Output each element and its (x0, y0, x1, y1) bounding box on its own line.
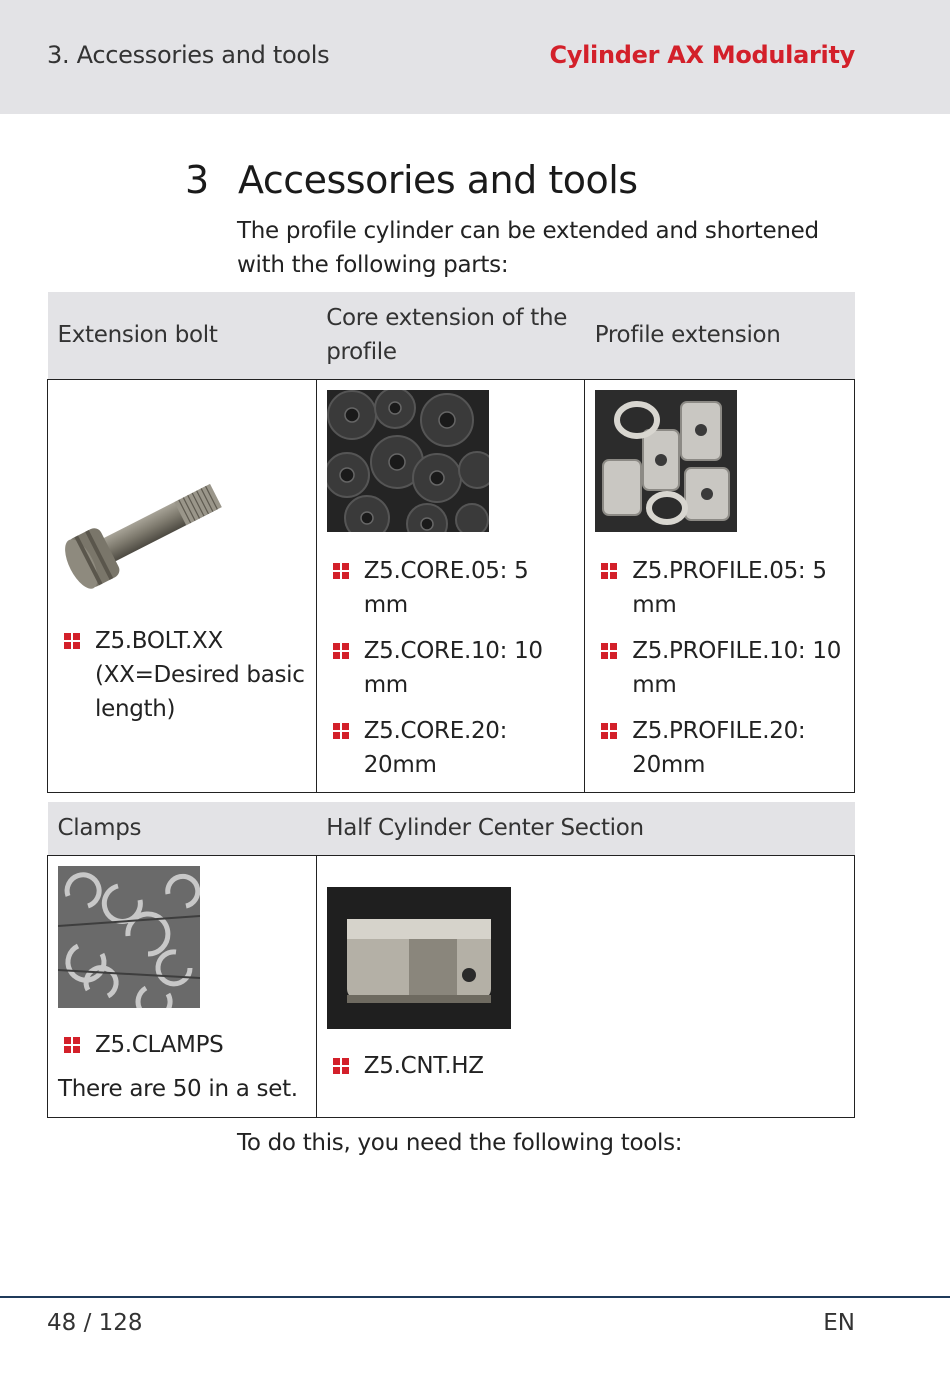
cell-extension-bolt (48, 379, 317, 792)
list-item (595, 634, 844, 702)
cell-center-section (316, 855, 854, 1117)
red-square-bullet-icon (601, 563, 617, 579)
item-text: Z5.CORE.20: 20mm (363, 717, 508, 778)
page-header (0, 0, 950, 114)
core-item-list (327, 554, 575, 782)
table-row (48, 855, 855, 1117)
item-text: Z5.CORE.05: 5 mm (363, 557, 529, 618)
cell-core-extension (316, 379, 585, 792)
clamps-image (58, 866, 200, 1008)
list-item (327, 554, 575, 622)
tools-intro-text: To do this, you need the following tools: (237, 1130, 683, 1156)
clamps-set-note: There are 50 in a set. (58, 1075, 298, 1102)
parts-table-extensions (47, 292, 855, 793)
parts-table-clamps (47, 802, 855, 1118)
header-extension-bolt: Extension bolt (48, 292, 317, 379)
item-text: Z5.CNT.HZ (363, 1052, 484, 1079)
red-square-bullet-icon (64, 633, 80, 649)
item-text: Z5.BOLT.XX (XX=Desired basic length) (95, 627, 305, 722)
list-item (327, 634, 575, 702)
section-heading (185, 158, 638, 202)
item-text: Z5.CLAMPS (95, 1031, 224, 1058)
red-square-bullet-icon (333, 723, 349, 739)
list-item (327, 714, 575, 782)
cell-clamps (48, 855, 317, 1117)
page-number: 48 / 128 (47, 1310, 143, 1336)
clamps-item-list (58, 1028, 306, 1062)
section-title-text: Accessories and tools (238, 158, 638, 202)
header-core-extension: Core extension of the profile (316, 292, 585, 379)
table-header-row (48, 802, 855, 855)
center-item-list (327, 1049, 844, 1083)
table-row (48, 379, 855, 792)
red-square-bullet-icon (333, 563, 349, 579)
language-code: EN (823, 1310, 855, 1336)
profile-extension-image (595, 390, 737, 532)
cell-profile-extension (585, 379, 855, 792)
header-clamps: Clamps (48, 802, 317, 855)
footer-divider (0, 1296, 950, 1298)
item-text: Z5.CORE.10: 10 mm (363, 637, 543, 698)
red-square-bullet-icon (601, 723, 617, 739)
item-text: Z5.PROFILE.20: 20mm (632, 717, 806, 778)
list-item (595, 554, 844, 622)
chapter-title: 3. Accessories and tools (47, 41, 330, 69)
table-header-row (48, 292, 855, 379)
list-item (58, 1028, 306, 1062)
item-text: Z5.PROFILE.05: 5 mm (632, 557, 827, 618)
item-text: Z5.PROFILE.10: 10 mm (632, 637, 842, 698)
list-item (595, 714, 844, 782)
bolt-item-list (58, 624, 306, 726)
red-square-bullet-icon (333, 1058, 349, 1074)
header-profile-extension: Profile extension (585, 292, 855, 379)
red-square-bullet-icon (64, 1037, 80, 1053)
red-square-bullet-icon (601, 643, 617, 659)
section-number: 3 (185, 158, 209, 202)
center-section-image (327, 887, 511, 1029)
header-center-section: Half Cylinder Center Section (316, 802, 854, 855)
red-square-bullet-icon (333, 643, 349, 659)
list-item (58, 624, 306, 726)
intro-paragraph: The profile cylinder can be extended and shortened with the following parts: (237, 218, 819, 278)
product-name: Cylinder AX Modularity (549, 41, 855, 69)
profile-item-list (595, 554, 844, 782)
extension-bolt-image (58, 450, 258, 600)
list-item (327, 1049, 844, 1083)
core-extension-image (327, 390, 489, 532)
